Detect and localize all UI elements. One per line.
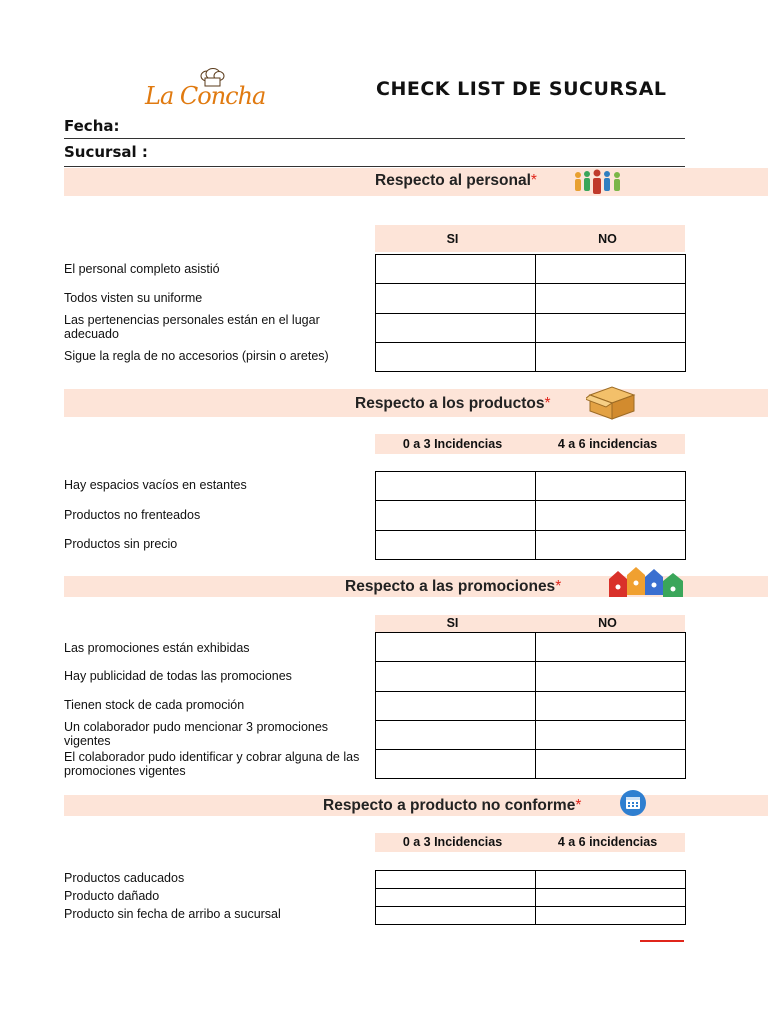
answer-cell-si[interactable]	[376, 662, 536, 691]
answer-row	[376, 284, 685, 314]
question-item: Productos no frenteados	[64, 508, 201, 522]
red-divider	[640, 940, 684, 942]
answer-row	[376, 750, 685, 779]
people-icon	[572, 169, 624, 197]
answer-row	[376, 472, 685, 501]
answer-cell-si[interactable]	[376, 284, 536, 313]
question-item: Productos caducados	[64, 871, 185, 885]
column-header-low: 0 a 3 Incidencias	[402, 835, 503, 849]
answer-cell-high[interactable]	[536, 501, 685, 530]
answer-cell-low[interactable]	[376, 501, 536, 530]
column-header-no: NO	[598, 616, 617, 630]
section-title: Respecto a los productos*	[355, 395, 551, 412]
answer-row	[376, 501, 685, 531]
calendar-icon	[619, 789, 647, 817]
box-icon	[586, 383, 638, 421]
answer-cell-si[interactable]	[376, 314, 536, 342]
question-item: Hay publicidad de todas las promociones	[64, 669, 292, 683]
answer-cell-si[interactable]	[376, 750, 536, 778]
promo-tags-icon	[607, 567, 685, 599]
answer-cell-si[interactable]	[376, 343, 536, 371]
answer-row	[376, 871, 685, 889]
answer-row	[376, 633, 685, 662]
answer-row	[376, 692, 685, 721]
answer-row	[376, 255, 685, 284]
answer-cell-no[interactable]	[536, 255, 685, 283]
answer-cell-low[interactable]	[376, 472, 536, 500]
section-no-conforme-columns	[375, 833, 685, 852]
answer-cell-no[interactable]	[536, 721, 685, 749]
column-header-high: 4 a 6 incidencias	[557, 437, 658, 451]
column-header-high: 4 a 6 incidencias	[557, 835, 658, 849]
sucursal-line[interactable]	[64, 166, 685, 167]
sucursal-label: Sucursal :	[64, 143, 148, 161]
section-personal-header	[64, 168, 768, 196]
answer-cell-si[interactable]	[376, 255, 536, 283]
page-title: CHECK LIST DE SUCURSAL	[376, 78, 667, 100]
question-item: Producto sin fecha de arribo a sucursal	[64, 907, 281, 921]
answer-row	[376, 889, 685, 907]
question-item: Un colaborador pudo mencionar 3 promociones vigentes	[64, 720, 329, 748]
answer-cell-si[interactable]	[376, 692, 536, 720]
column-header-no: NO	[598, 232, 617, 246]
answer-row	[376, 314, 685, 343]
section-productos-header	[64, 389, 768, 417]
section-title: Respecto a las promociones*	[345, 578, 562, 595]
answer-cell-high[interactable]	[536, 871, 685, 888]
answer-cell-high[interactable]	[536, 907, 685, 924]
answer-cell-no[interactable]	[536, 750, 685, 778]
answer-row	[376, 907, 685, 925]
section-title: Respecto al personal*	[375, 172, 537, 189]
section-productos-columns	[375, 434, 685, 454]
question-item: Productos sin precio	[64, 537, 178, 551]
answer-grid	[375, 632, 686, 779]
section-promociones-columns	[375, 615, 685, 632]
answer-cell-si[interactable]	[376, 721, 536, 749]
question-item: Sigue la regla de no accesorios (pirsin o aretes)	[64, 349, 329, 363]
answer-cell-no[interactable]	[536, 633, 685, 661]
answer-cell-high[interactable]	[536, 531, 685, 559]
question-item: Las pertenencias personales están en el lugar adecuado	[64, 313, 320, 341]
answer-row	[376, 721, 685, 750]
question-item: Las promociones están exhibidas	[64, 641, 250, 655]
question-item: Hay espacios vacíos en estantes	[64, 478, 247, 492]
question-item: El colaborador pudo identificar y cobrar alguna de las promociones vigentes	[64, 750, 360, 778]
answer-row	[376, 343, 685, 372]
column-header-si: SI	[446, 232, 459, 246]
answer-cell-high[interactable]	[536, 472, 685, 500]
fecha-line[interactable]	[64, 138, 685, 139]
question-item: Todos visten su uniforme	[64, 291, 203, 305]
column-header-low: 0 a 3 Incidencias	[402, 437, 503, 451]
answer-cell-no[interactable]	[536, 284, 685, 313]
brand-logo	[145, 68, 266, 120]
section-title: Respecto a producto no conforme*	[323, 797, 582, 814]
section-no-conforme-header	[64, 795, 768, 816]
answer-grid	[375, 870, 686, 925]
answer-cell-si[interactable]	[376, 633, 536, 661]
logo-wordmark: La Concha	[145, 82, 266, 110]
section-promociones-header	[64, 576, 768, 597]
answer-cell-no[interactable]	[536, 314, 685, 342]
answer-row	[376, 662, 685, 692]
answer-cell-no[interactable]	[536, 692, 685, 720]
answer-cell-high[interactable]	[536, 889, 685, 906]
section-personal-columns	[375, 225, 685, 252]
answer-cell-no[interactable]	[536, 662, 685, 691]
answer-cell-low[interactable]	[376, 871, 536, 888]
answer-cell-no[interactable]	[536, 343, 685, 371]
column-header-si: SI	[446, 616, 459, 630]
answer-cell-low[interactable]	[376, 531, 536, 559]
fecha-label: Fecha:	[64, 117, 120, 135]
answer-cell-low[interactable]	[376, 907, 536, 924]
answer-grid	[375, 254, 686, 372]
question-item: El personal completo asistió	[64, 262, 220, 276]
answer-cell-low[interactable]	[376, 889, 536, 906]
question-item: Tienen stock de cada promoción	[64, 698, 245, 712]
answer-grid	[375, 471, 686, 560]
question-item: Producto dañado	[64, 889, 160, 903]
answer-row	[376, 531, 685, 560]
